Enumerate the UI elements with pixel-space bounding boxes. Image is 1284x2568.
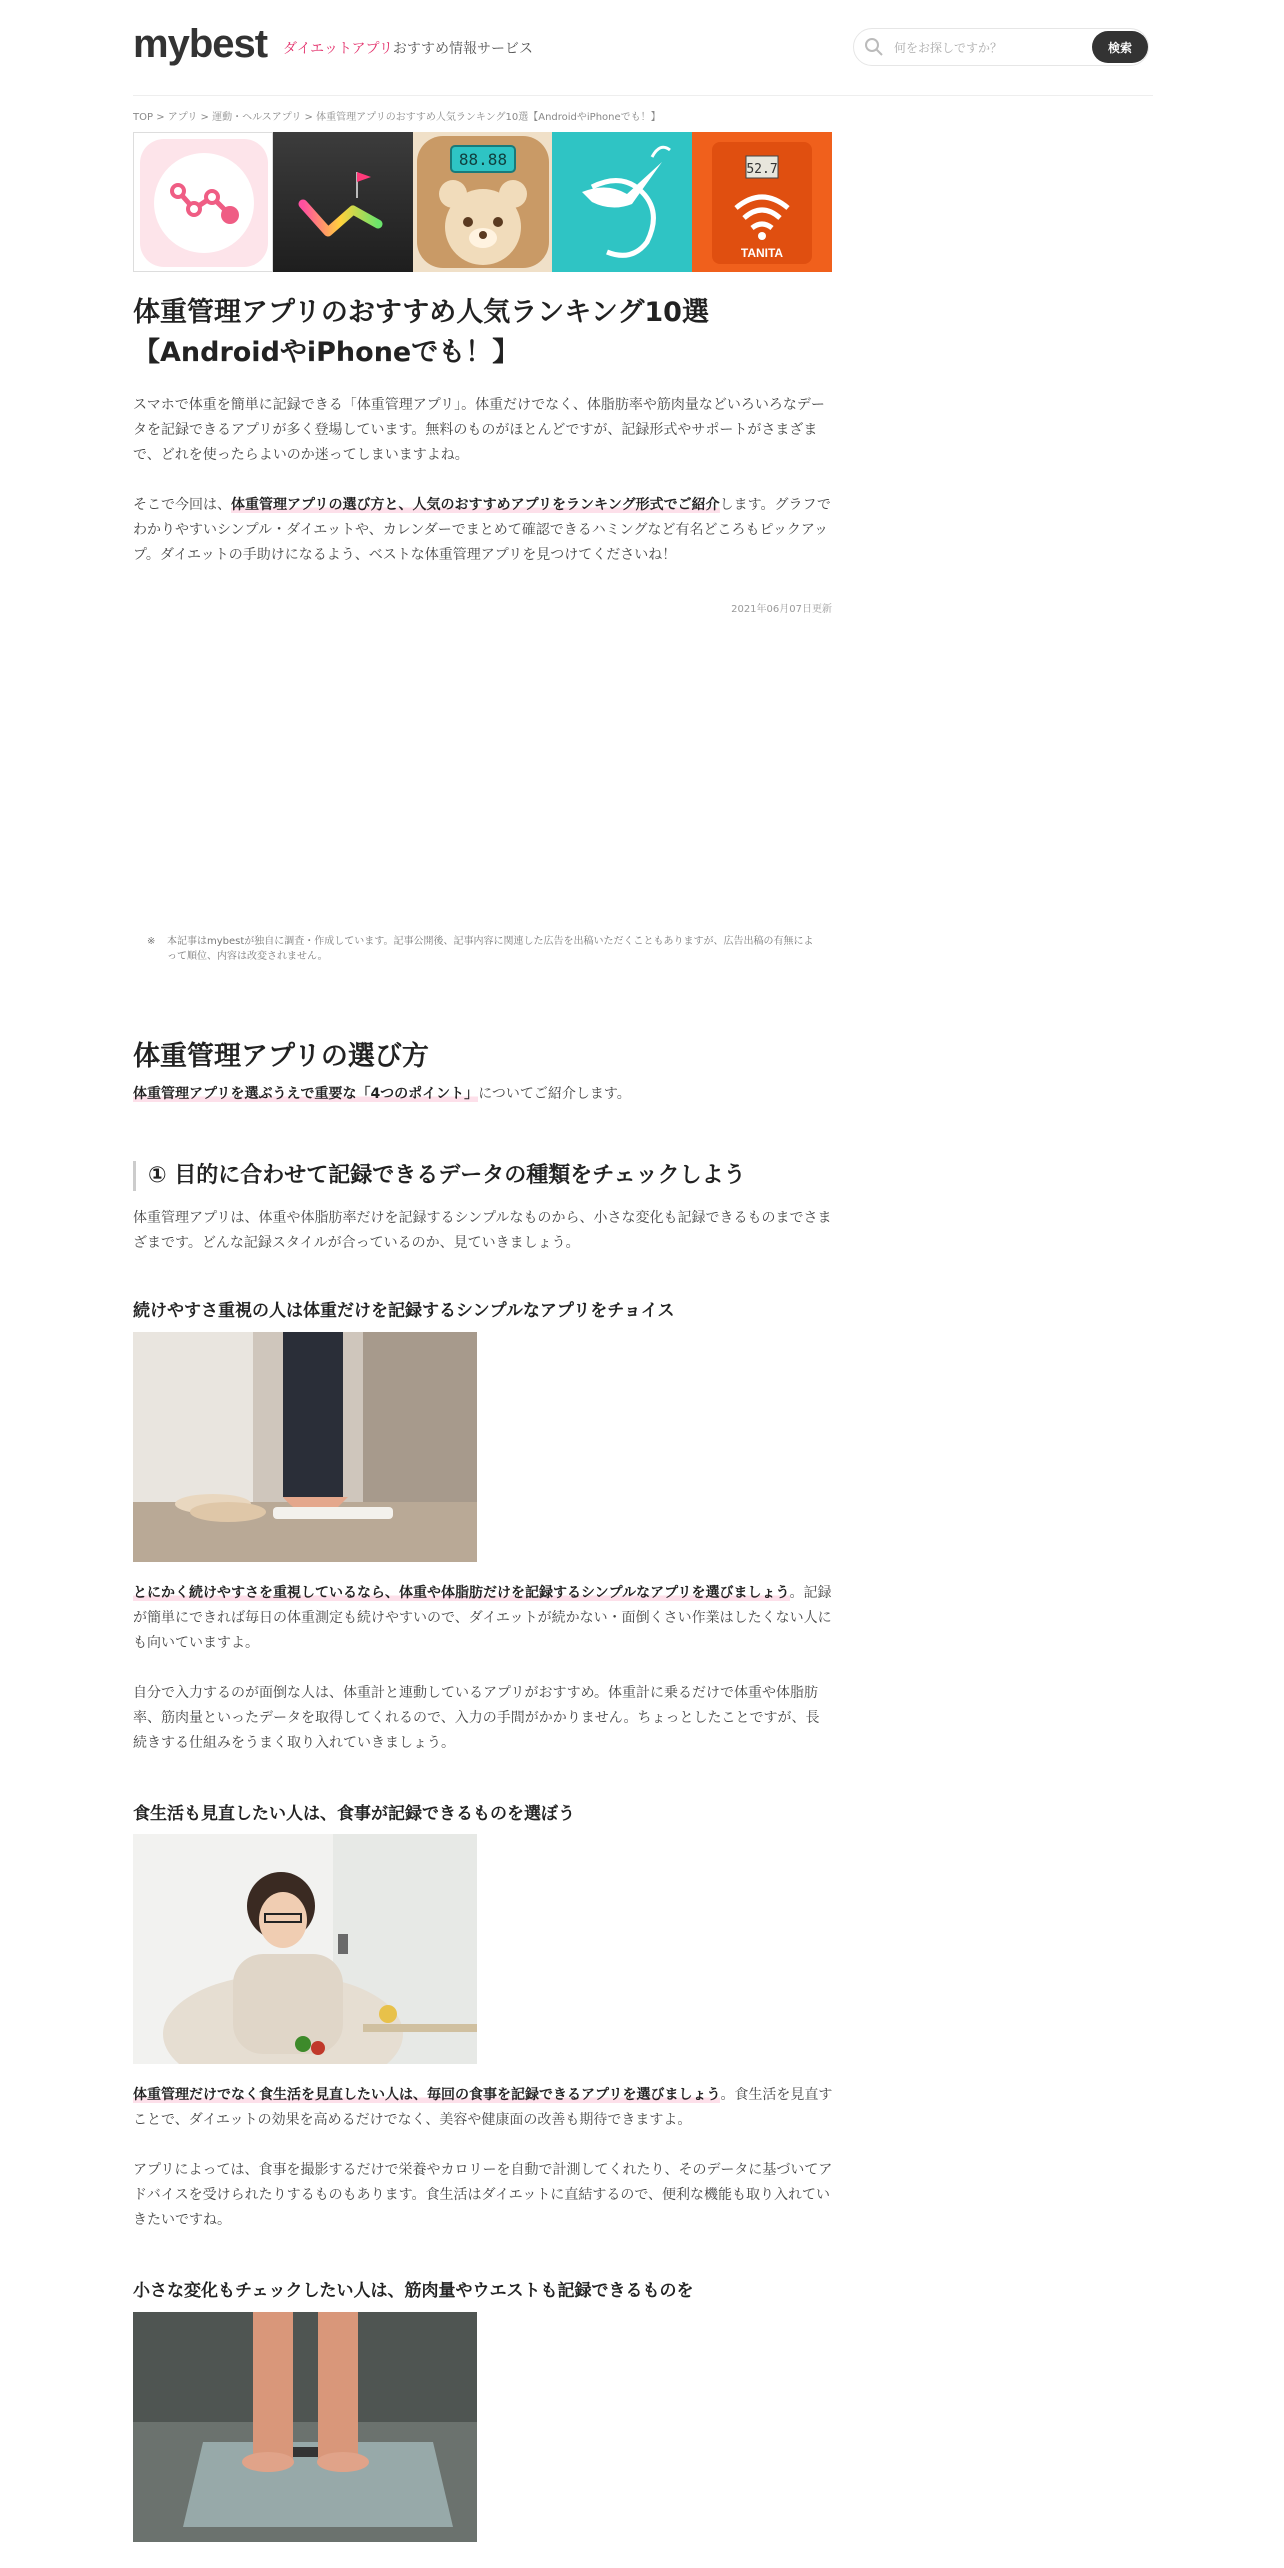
sub2-rest: 。食生活を見直すことで、ダイエットの効果を高めるだけでなく、美容や健康面の改善も期待できますよ。 [133,2087,833,2128]
sub2-highlight: 体重管理だけでなく食生活を見直したい人は、毎回の食事を記録できるアプリを選びましょう [133,2087,721,2103]
sub1-rest: 。記録が簡単にできれば毎日の体重測定も続けやすいので、ダイエットが続かない・面倒くさい作業はしたくない人にも向いていますよ。 [133,1585,832,1651]
checkmark-graph-app-icon[interactable] [273,132,413,272]
glass-scale-photo [133,2312,477,2542]
sub-heading-simple: 続けやすさ重視の人は体重だけを記録するシンプルなアプリをチョイス [133,1301,675,1321]
line-graph-app-icon[interactable] [133,132,273,272]
search-button[interactable]: 検索 [1092,31,1148,63]
search-bar [853,28,1149,66]
sub-heading-meal: 食生活も見直したい人は、食事が記録できるものを選ぼう [133,1804,575,1824]
intro-paragraph-1: スマホで体重を簡単に記録できる「体重管理アプリ」。体重だけでなく、体脂肪率や筋肉量などいろいろなデータを記録できるアプリが多く登場しています。無料のものがほとんどですが、記録形式やサポートがさまざまで、どれを使ったらよいのか迷ってしまいますよね。 [133,397,825,463]
sub2-paragraph-2: アプリによっては、食事を撮影するだけで栄養やカロリーを自動で計測してくれたり、そのデータに基づいてアドバイスを受けられたりするものもあります。食生活はダイエットに直結するので、便利な機能も取り入れていきたいですね。 [133,2162,833,2228]
sub1-paragraph-1 [133,1581,833,1656]
tagline-category[interactable]: ダイエットアプリ [283,41,393,57]
tanita-display: 52.7 [746,162,778,177]
intro2-post: します。グラフでわかりやすいシンプル・ダイエットや、カレンダーでまとめて確認できるハミングなど有名どころもピックアップ。ダイエットの手助けになるよう、ベストな体重管理アプリを見つけてくださいね！ [133,497,831,563]
hummingbird-app-icon[interactable] [552,132,692,272]
point-1-heading: ① 目的に合わせて記録できるデータの種類をチェックしよう [133,1161,746,1191]
updated-date: 2021年06月07日更新 [731,604,832,615]
disclaimer-mark: ※ [147,936,156,947]
intro2-highlight: 体重管理アプリの選び方と、人気のおすすめアプリをランキング形式でご紹介 [231,497,720,513]
article-title: 体重管理アプリのおすすめ人気ランキング10選【AndroidやiPhoneでも！】 [133,297,709,368]
section-lead-text: についてご紹介します。 [478,1086,631,1102]
section-lead [133,1082,833,1107]
bear-scale-app-icon[interactable] [413,132,553,272]
app-icon-strip [133,132,832,272]
sub-heading-body-change: 小さな変化もチェックしたい人は、筋肉量やウエストも記録できるものを [133,2281,694,2301]
point-1-text: 体重管理アプリは、体重や体脂肪率だけを記録するシンプルなものから、小さな変化も記録できるものまでさまざまです。どんな記録スタイルが合っているのか、見ていきましょう。 [133,1210,832,1251]
search-icon [864,37,884,57]
section-heading: 体重管理アプリの選び方 [133,1041,429,1072]
tanita-app-icon[interactable] [692,132,832,272]
breadcrumb[interactable]: TOP > アプリ > 運動・ヘルスアプリ > 体重管理アプリのおすすめ人気ランキング10選【AndroidやiPhoneでも！】 [133,112,661,123]
intro-paragraph-2 [133,493,833,568]
site-tagline [283,38,533,58]
sub2-paragraph-1 [133,2083,833,2133]
tanita-brand: TANITA [741,246,784,260]
disclaimer [147,934,817,964]
sub1-paragraph-2: 自分で入力するのが面倒な人は、体重計と連動しているアプリがおすすめ。体重計に乗るだけで体重や体脂肪率、筋肉量といったデータを取得してくれるので、入力の手間がかかりません。ちょっとしたことですが、長続きする仕組みをうまく取り入れていきましょう。 [133,1685,820,1751]
intro2-pre: そこで今回は、 [133,497,231,513]
section-lead-highlight: 体重管理アプリを選ぶうえで重要な「4つのポイント」 [133,1086,479,1102]
sub1-highlight: とにかく続けやすさを重視しているなら、体重や体脂肪だけを記録するシンプルなアプリを選びましょう [133,1585,790,1601]
mybest-logo[interactable]: mybest [133,22,268,66]
disclaimer-text: 本記事はmybestが独自に調査・作成しています。記事公開後、記事内容に関連した広告を出稿いただくこともありますが、広告出稿の有無によって順位、内容は改変されません。 [167,936,814,962]
scale-feet-photo [133,1332,477,1562]
woman-phone-photo [133,1834,477,2064]
tagline-text: おすすめ情報サービス [392,41,534,57]
search-input[interactable] [892,37,1076,59]
scale-display: 88.88 [458,150,507,169]
header-divider [133,95,1153,96]
